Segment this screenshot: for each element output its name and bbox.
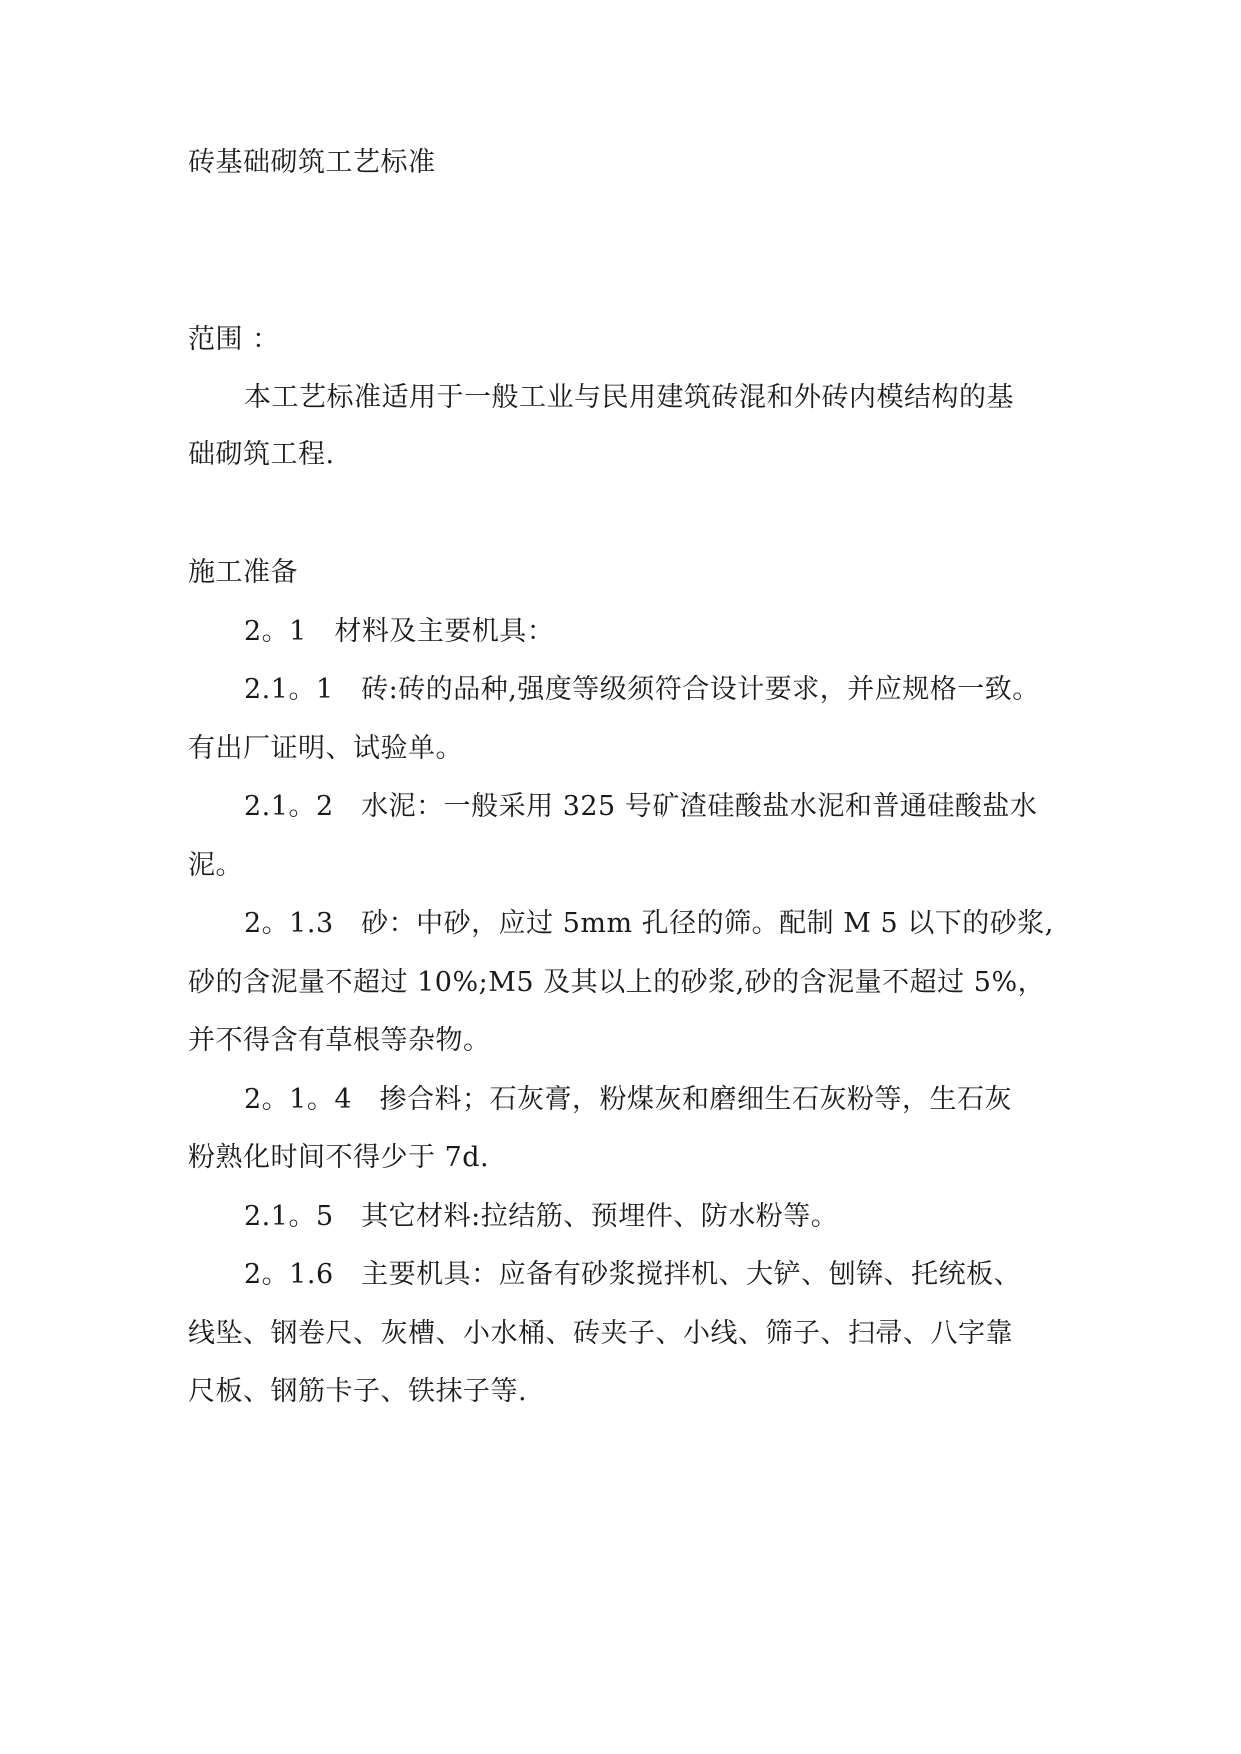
item-2-1: 2。1 材料及主要机具： (244, 616, 555, 647)
section-heading-preparation: 施工准备 (188, 557, 298, 588)
item-2-1-3-cont: 并不得含有草根等杂物。 (188, 1025, 491, 1056)
item-2-1-1: 2.1。1 砖:砖的品种,强度等级须符合设计要求，并应规格一致。 (244, 674, 1040, 705)
item-2-1-6-cont: 尺板、钢筋卡子、铁抹子等. (188, 1376, 528, 1407)
item-2-1-6-cont: 线坠、钢卷尺、灰槽、小水桶、砖夹子、小线、筛子、扫帚、八字靠 (188, 1318, 1013, 1349)
item-2-1-4: 2。1。4 掺合料；石灰膏，粉煤灰和磨细生石灰粉等，生石灰 (244, 1084, 1013, 1115)
item-2-1-2: 2.1。2 水泥：一般采用 325 号矿渣硅酸盐水泥和普通硅酸盐水 (244, 791, 1038, 822)
item-2-1-1-cont: 有出厂证明、试验单。 (188, 733, 463, 764)
item-2-1-4-cont: 粉熟化时间不得少于 7d. (188, 1142, 490, 1173)
item-2-1-6: 2。1.6 主要机具：应备有砂浆搅拌机、大铲、刨锛、托统板、 (244, 1259, 1022, 1290)
scope-paragraph-line: 本工艺标准适用于一般工业与民用建筑砖混和外砖内模结构的基 (244, 382, 1014, 413)
item-2-1-3-cont: 砂的含泥量不超过 10%;M5 及其以上的砂浆,砂的含泥量不超过 5%， (188, 967, 1046, 998)
item-2-1-3: 2。1.3 砂：中砂，应过 5mm 孔径的筛。配制 M 5 以下的砂浆, (244, 908, 1054, 939)
document-title: 砖基础砌筑工艺标准 (188, 147, 436, 178)
scope-paragraph-line: 础砌筑工程. (188, 439, 335, 470)
section-heading-scope: 范围 ： (188, 324, 280, 355)
item-2-1-2-cont: 泥。 (188, 850, 243, 881)
item-2-1-5: 2.1。5 其它材料:拉结筋、预埋件、防水粉等。 (244, 1201, 839, 1232)
